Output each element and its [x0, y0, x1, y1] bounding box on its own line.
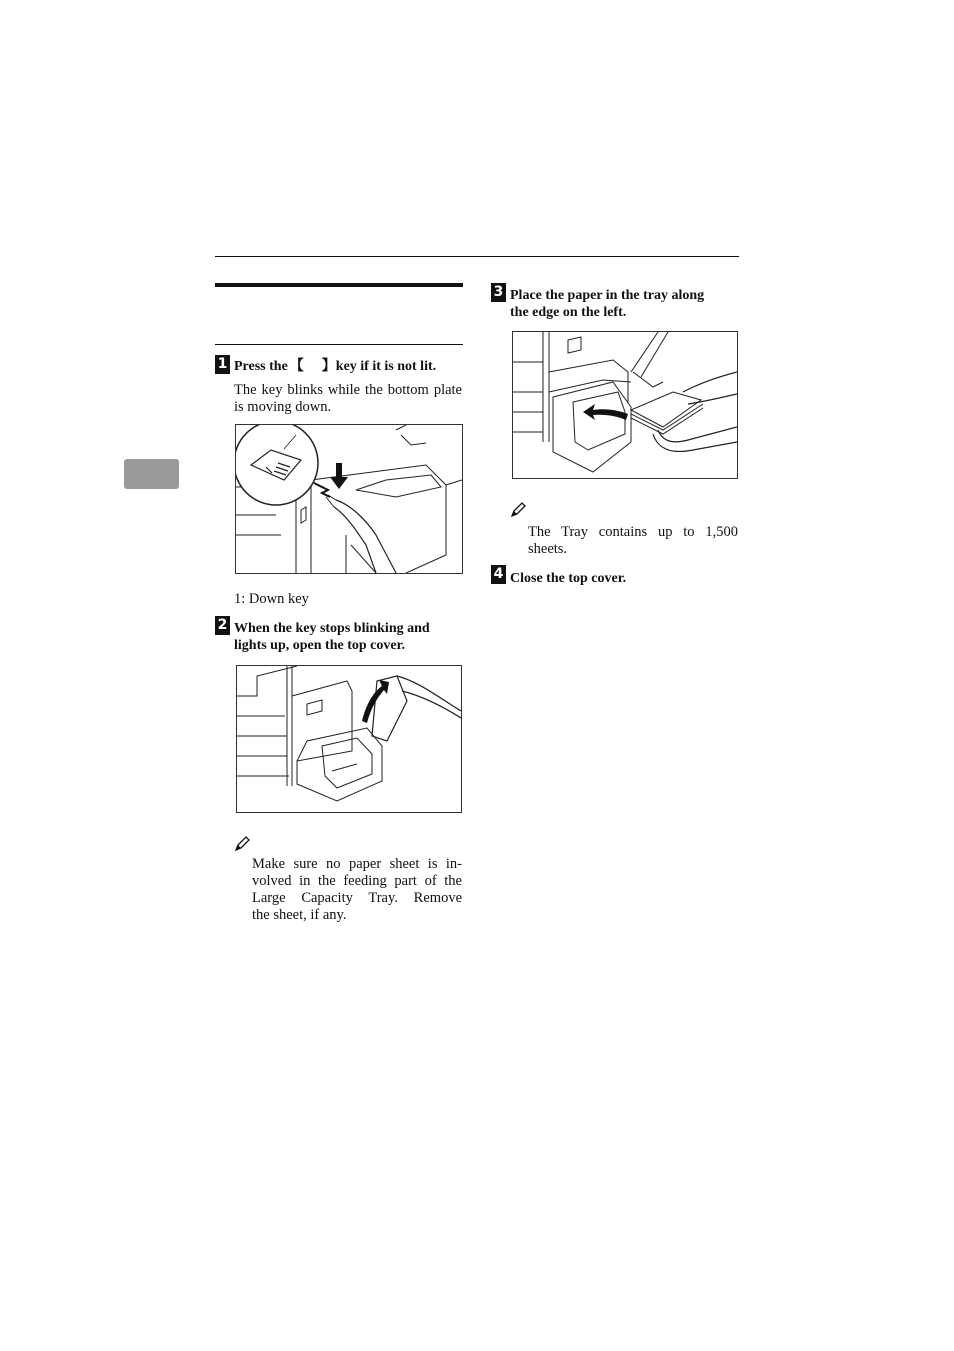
step-1-text-before: Press the: [234, 359, 288, 374]
figure-down-key: [235, 424, 463, 574]
note-pencil-icon-2: [510, 502, 526, 518]
step-2-note-line-3: Large Capacity Tray. Remove: [252, 890, 462, 906]
step-1-caption: 1: Down key: [234, 591, 309, 607]
chapter-tab: [124, 459, 179, 489]
step-4-number: 4: [491, 565, 506, 584]
subsection-rule: [215, 344, 463, 345]
step-3-line-1: Place the paper in the tray along: [510, 288, 705, 303]
step-2-note-line-1: Make sure no paper sheet is in-: [252, 856, 462, 872]
section-heading-rule: [215, 283, 463, 287]
step-4-text: Close the top cover.: [510, 571, 627, 586]
step-2-line-2: lights up, open the top cover.: [234, 638, 406, 653]
step-1-text-after: key if it is not lit.: [335, 359, 437, 374]
figure-open-top-cover: [236, 665, 462, 813]
top-rule: [215, 256, 739, 257]
step-3-note-line-2: sheets.: [528, 541, 568, 557]
step-3-number: 3: [491, 283, 506, 302]
step-2-number: 2: [215, 616, 230, 635]
step-3-note-line-1: The Tray contains up to 1,500: [528, 524, 738, 540]
note-pencil-icon: [234, 836, 250, 852]
step-2-line-1: When the key stops blinking and: [234, 621, 430, 636]
step-1-instruction: [234, 358, 464, 375]
step-3-line-2: the edge on the left.: [510, 305, 627, 320]
step-2-note-line-4: the sheet, if any.: [252, 907, 347, 923]
step-1-number: 1: [215, 355, 230, 374]
figure-place-paper: [512, 331, 738, 479]
key-bracket-open: 【: [289, 359, 304, 374]
step-2-note-line-2: volved in the feeding part of the: [252, 873, 462, 889]
key-bracket-close: 】: [321, 359, 336, 374]
step-1-body: The key blinks while the bottom plate is moving down.: [234, 382, 462, 415]
